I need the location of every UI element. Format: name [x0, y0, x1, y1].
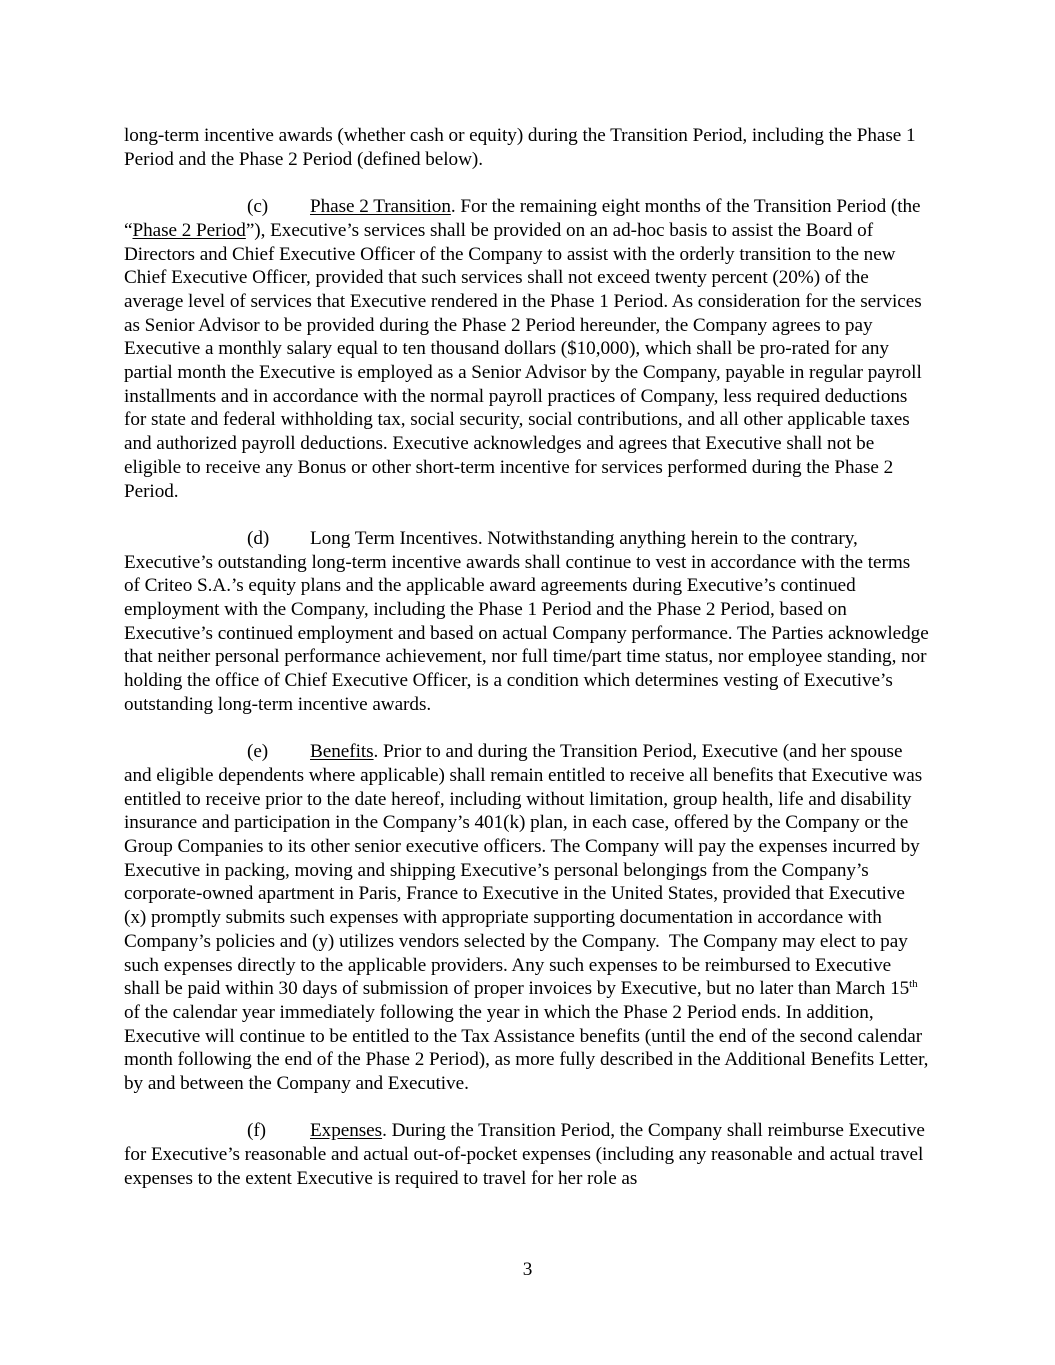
section-e-label: (e): [247, 741, 269, 763]
section-e-superscript: th: [909, 978, 918, 991]
section-d-text: . Notwithstanding anything herein to the contrary, Executive’s outstanding long-term incentive awards shall continue to vest in accordance with the terms of Criteo S.A.’s equity plans and the applicable award agreements during Executive’s continued employment with the Company, including the Phase 1 Period and the Phase 2 Period, based on Executive’s continued employment and based on actual Company performance. The Parties acknowledge that neither personal performance achievement, nor full time/part time status, nor employee standing, nor holding the office of Chief Executive Officer, is a condition which determines vesting of Executive’s outstanding long-term incentive awards.: [124, 527, 934, 715]
section-d-label: (d): [247, 527, 270, 549]
section-c-paragraph: [124, 195, 930, 503]
section-d-heading: Long Term Incentives: [310, 527, 478, 549]
section-c-defined-term: Phase 2 Period: [132, 219, 246, 241]
section-f-text: . During the Transition Period, the Company shall reimburse Executive for Executive’s reasonable and actual out-of-pocket expenses (including any reasonable and actual travel expenses to the extent Executive is required to travel for her role as: [124, 1120, 930, 1189]
section-c-pre-term: . For the remaining eight months of the Transition Period (the “: [124, 196, 926, 241]
document-page: [124, 124, 934, 1214]
page-number: 3: [522, 1259, 533, 1280]
section-e-paragraph: [124, 740, 934, 1096]
section-f-heading: Expenses: [310, 1120, 383, 1142]
intro-paragraph: [124, 124, 930, 171]
section-c-text: ”), Executive’s services shall be provided on an ad-hoc basis to assist the Board of Directors and Chief Executive Officer of the Company to assist with the orderly transition to the new Chief Executive Officer, provided that such services shall not exceed twenty percent (20%) of the average level of services that Executive rendered in the Phase 1 Period. As consideration for the services as Senior Advisor to be provided during the Phase 2 Period hereunder, the Company agrees to pay Executive a monthly salary equal to ten thousand dollars ($10,000), which shall be pro-rated for any partial month the Executive is employed as a Senior Advisor by the Company, payable in regular payroll installments and in accordance with the normal payroll practices of Company, less required deductions for state and federal withholding tax, social security, social contributions, and all other applicable taxes and authorized payroll deductions. Executive acknowledges and agrees that Executive shall not be eligible to receive any Bonus or other short-term incentive for services performed during the Phase 2 Period.: [124, 219, 927, 502]
section-d-paragraph: [124, 527, 934, 717]
section-f-label: (f): [247, 1120, 267, 1142]
section-c-label: (c): [247, 196, 269, 218]
section-f-paragraph: [124, 1119, 930, 1190]
section-c-heading: Phase 2 Transition: [310, 196, 451, 218]
section-e-text: . Prior to and during the Transition Period, Executive (and her spouse and eligible dependents where applicable) shall remain entitled to receive all benefits that Executive was entitled to receive prior to the date hereof, including without limitation, group health, life and disability insurance and participation in the Company’s 401(k) plan, in each case, offered by the Company or the Group Companies to its other senior executive officers. The Company will pay the expenses incurred by Executive in packing, moving and shipping Executive’s personal belongings from the Company’s corporate-owned apartment in Paris, France to Executive in the United States, provided that Executive (x) promptly submits such expenses with appropriate supporting documentation in accordance with Company’s policies and (y) utilizes vendors selected by the Company. The Company may elect to pay such expenses directly to the applicable providers. Any such expenses to be reimbursed to Executive shall be paid within 30 days of submission of proper invoices by Executive, but no later than March 15: [124, 741, 927, 1000]
intro-text: long-term incentive awards (whether cash or equity) during the Transition Period, including the Phase 1 Period and the Phase 2 Period (defined below).: [124, 125, 921, 170]
section-e-heading: Benefits: [310, 741, 374, 763]
section-e-text-after: of the calendar year immediately following the year in which the Phase 2 Period ends. In addition, Executive will continue to be entitled to the Tax Assistance benefits (until the end of the second calendar month following the end of the Phase 2 Period), as more fully described in the Additional Benefits Letter, by and between the Company and Executive.: [124, 978, 934, 1095]
